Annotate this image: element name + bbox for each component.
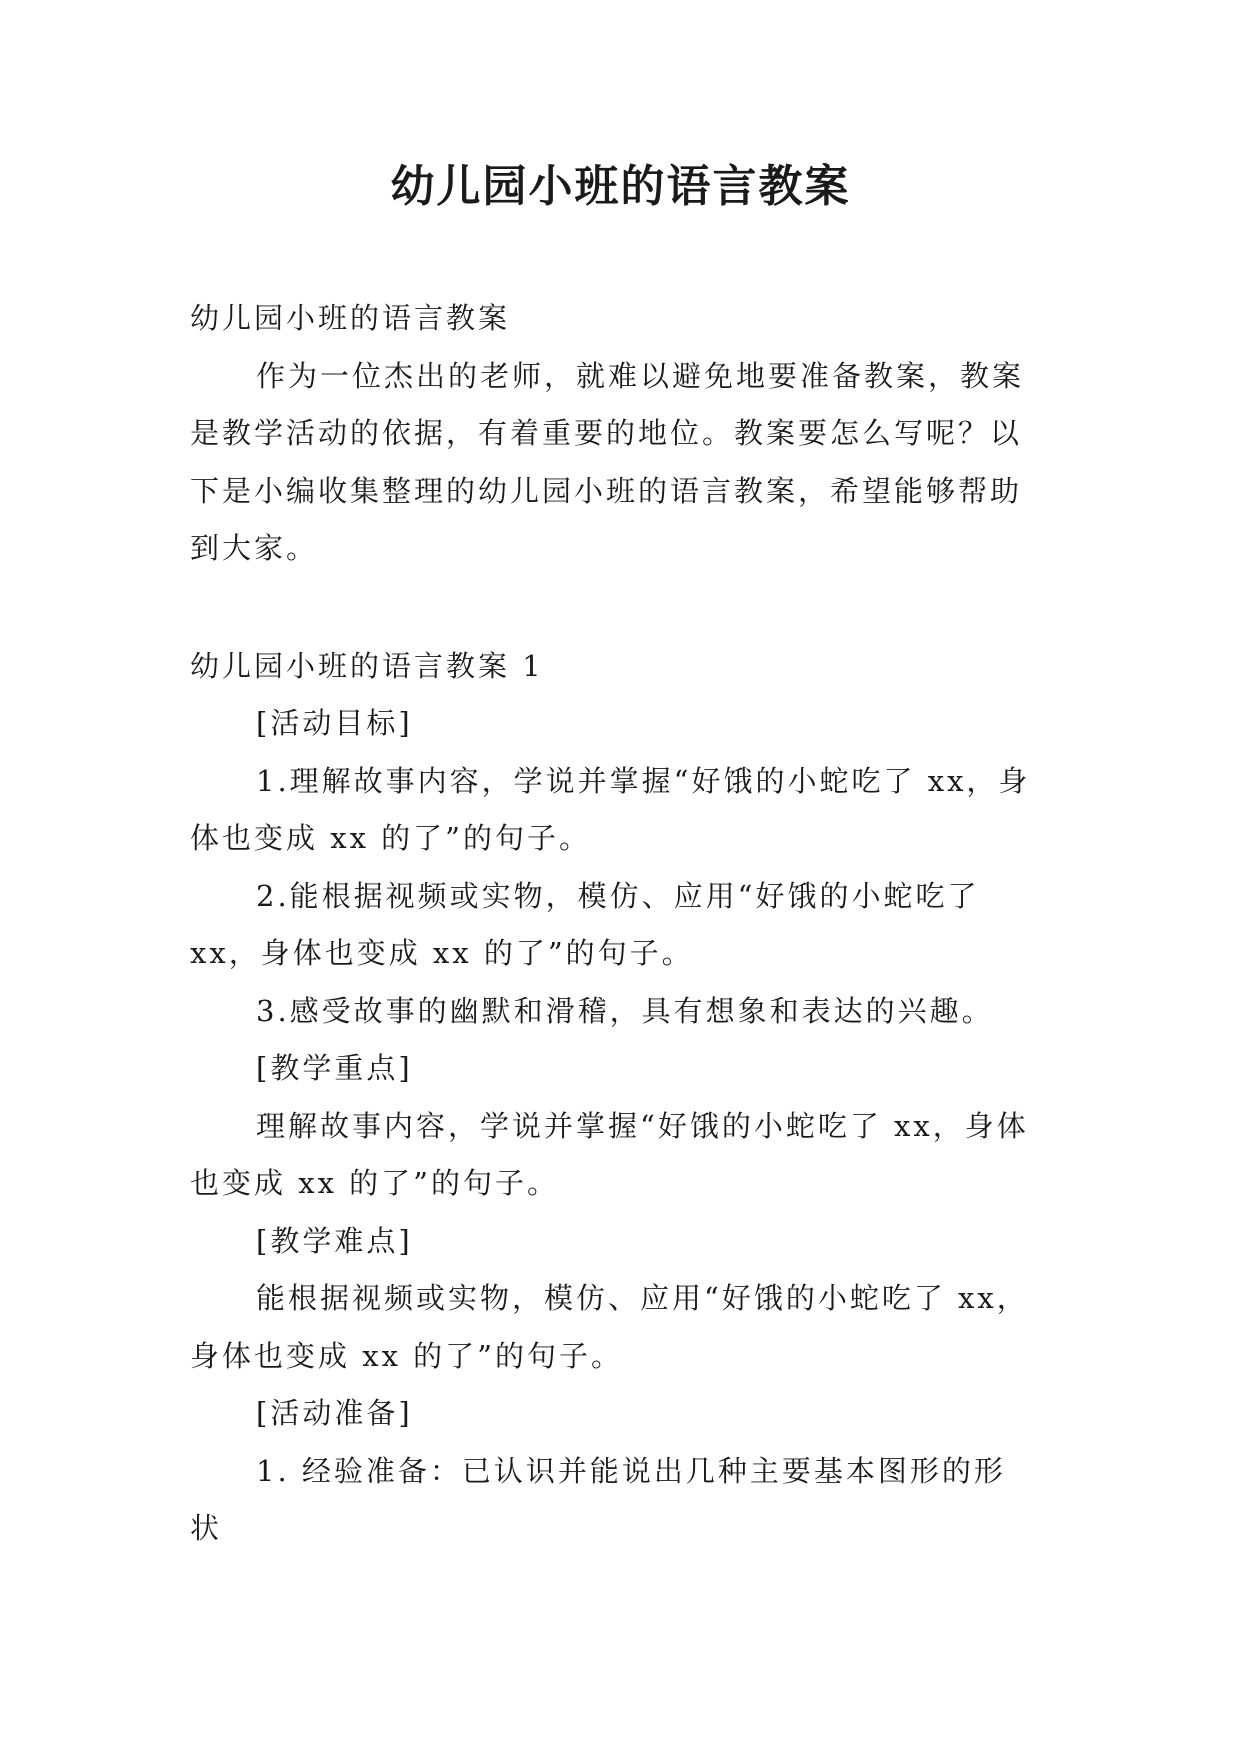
text-line: 状 xyxy=(190,1511,223,1545)
list-item xyxy=(190,868,1050,983)
text-line: 下是小编收集整理的幼儿园小班的语言教案，希望能够帮助 xyxy=(190,473,1023,508)
text-line: 是教学活动的依据，有着重要的地位。教案要怎么写呢？以 xyxy=(190,416,1023,450)
paragraph-heading xyxy=(190,290,1050,348)
text-line: [活动目标] xyxy=(256,706,413,740)
text-line: 1. 经验准备：已认识并能说出几种主要基本图形的形 xyxy=(256,1453,1006,1488)
list-item xyxy=(190,753,1050,868)
text-line: [教学难点] xyxy=(256,1223,413,1258)
text-line: 身体也变成 xx 的了”的句子。 xyxy=(190,1338,623,1373)
text-line: 能根据视频或实物，模仿、应用“好饿的小蛇吃了 xx， xyxy=(256,1281,1029,1315)
paragraph-gap xyxy=(190,578,1050,638)
subsection-label xyxy=(190,1385,1050,1443)
paragraph xyxy=(190,1098,1050,1213)
text-line: 理解故事内容，学说并掌握“好饿的小蛇吃了 xx，身体 xyxy=(256,1108,1029,1143)
text-line: 3.感受故事的幽默和滑稽，具有想象和表达的兴趣。 xyxy=(256,993,994,1028)
text-line: 2.能根据视频或实物，模仿、应用“好饿的小蛇吃了 xyxy=(256,878,980,913)
text-line: 幼儿园小班的语言教案 1 xyxy=(190,648,544,683)
text-line: 幼儿园小班的语言教案 xyxy=(190,301,511,335)
text-line: 作为一位杰出的老师，就难以避免地要准备教案，教案 xyxy=(256,358,1025,393)
section-heading xyxy=(190,638,1050,696)
text-line: 体也变成 xx 的了”的句子。 xyxy=(190,821,591,855)
text-line: 1.理解故事内容，学说并掌握“好饿的小蛇吃了 xx，身 xyxy=(256,763,1031,798)
text-line: 到大家。 xyxy=(190,531,319,565)
text-line: xx，身体也变成 xx 的了”的句子。 xyxy=(190,936,694,970)
subsection-label xyxy=(190,1213,1050,1271)
paragraph-intro xyxy=(190,348,1050,578)
list-item xyxy=(190,1443,1050,1558)
subsection-label xyxy=(190,695,1050,753)
subsection-label xyxy=(190,1040,1050,1098)
paragraph xyxy=(190,1270,1050,1385)
list-item xyxy=(190,983,1050,1041)
page-title: 幼儿园小班的语言教案 xyxy=(390,161,851,212)
text-line: [教学重点] xyxy=(256,1051,413,1085)
text-line: [活动准备] xyxy=(256,1396,413,1430)
document-body xyxy=(190,290,1050,1558)
text-line: 也变成 xx 的了”的句子。 xyxy=(190,1166,559,1200)
